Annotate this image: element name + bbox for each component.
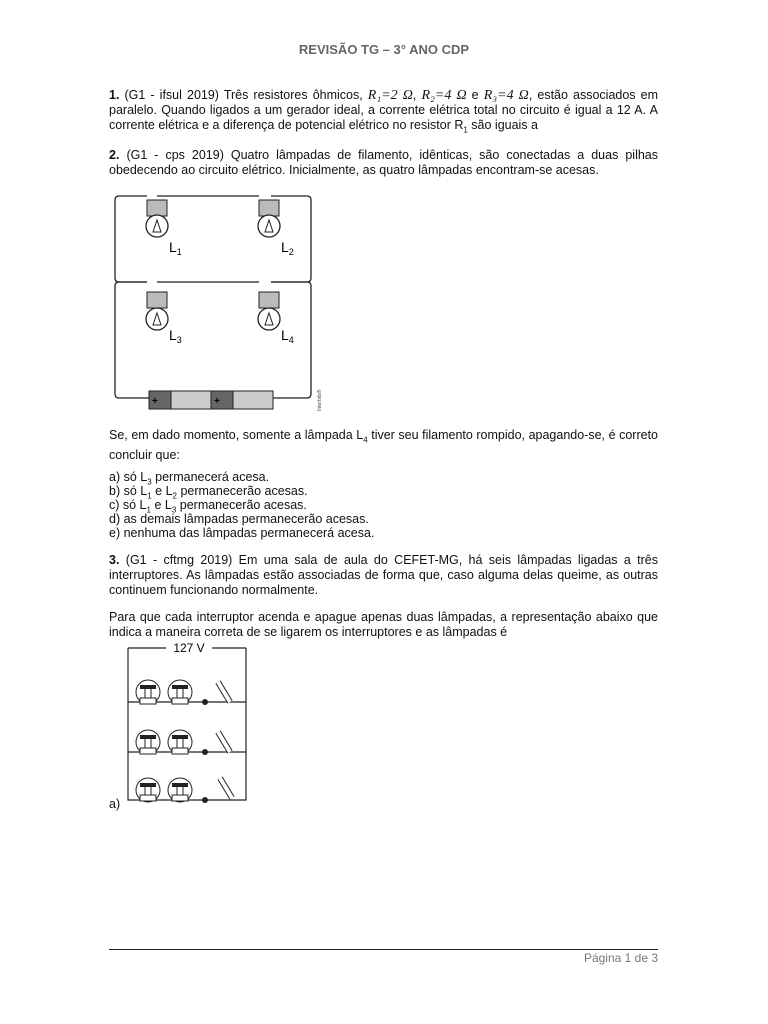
separator: , <box>412 88 422 102</box>
option-text: permanecerão acesas. <box>176 498 307 512</box>
question-2-prompt <box>109 428 658 463</box>
battery-plus-label: + <box>214 396 220 407</box>
figure-credit: Interbits® <box>317 389 323 411</box>
switch-terminal-icon <box>202 797 208 803</box>
resistor-r1: R₁=2 Ω <box>367 88 413 103</box>
question-text: (G1 - cftmg 2019) Em uma sala de aula do CEFET-MG, há seis lâmpadas ligadas a três interruptores. As lâmpadas estão associadas de forma que, caso alguma delas queime, as outras continuem funcionando normalmente. <box>109 553 658 597</box>
question-text: são iguais a <box>467 118 538 132</box>
question-2 <box>109 148 658 178</box>
lamp-l2-icon <box>258 200 280 237</box>
question-3 <box>109 553 658 598</box>
switch-lever-icon <box>220 778 232 798</box>
lamp-row-1 <box>136 680 230 705</box>
option-text: c) só L <box>109 498 147 512</box>
subscript: 3 <box>171 505 177 515</box>
question-text: , estão associados em paralelo. Quando ligados a um gerador ideal, a corrente elétrica total no circuito é igual a 12 A. A corrente elétrica e a diferença de potencial elétrico no resistor R <box>109 88 659 132</box>
lamp-label-sub: 4 <box>288 335 294 345</box>
question-number: 1. <box>109 88 120 102</box>
subscript: 1 <box>147 491 152 501</box>
option-text: a) só L <box>109 470 148 484</box>
switch-circuit-figure <box>126 640 252 808</box>
resistor-r2: R₂=4 Ω <box>421 88 467 103</box>
svg-text:L1 <box>169 239 182 257</box>
svg-text:L3 <box>169 327 182 345</box>
question-number: 2. <box>109 148 120 162</box>
subscript: 1 <box>146 505 151 515</box>
bulb-icon <box>168 778 192 802</box>
option-text: e L <box>151 484 173 498</box>
footer-divider <box>109 949 658 950</box>
svg-text:L4 <box>281 327 294 345</box>
option-text: permanecerão acesas. <box>176 484 308 498</box>
option-text: b) só L <box>109 484 148 498</box>
bulb-icon <box>136 680 160 704</box>
bulb-icon <box>136 778 160 802</box>
lamp-row-3 <box>136 778 232 803</box>
bulb-icon <box>168 730 192 754</box>
switch-terminal-icon <box>202 699 208 705</box>
lamp-l1-icon <box>146 200 168 237</box>
switch-terminal-icon <box>202 749 208 755</box>
voltage-label: 127 V <box>173 641 205 655</box>
lamp-l4-icon <box>258 292 280 330</box>
subscript: 3 <box>147 477 152 487</box>
resistor-r3: R₃=4 Ω <box>483 88 529 103</box>
battery-1-icon <box>149 391 211 409</box>
lamp-label-sub: 1 <box>176 247 182 257</box>
page-number: Página 1 de 3 <box>583 951 658 965</box>
option-text: permanecerá acesa. <box>151 470 270 484</box>
option-text: e L <box>150 498 172 512</box>
option-a-label: a) <box>109 797 121 811</box>
subscript: 4 <box>363 435 368 445</box>
battery-plus-label: + <box>152 396 158 407</box>
lamp-label-l3: L <box>169 327 177 343</box>
switch-lever-icon <box>218 682 230 702</box>
page-title: REVISÃO TG – 3° ANO CDP <box>298 42 470 57</box>
lamp-label-sub: 2 <box>288 247 294 257</box>
lamp-label-l1: L <box>169 239 177 255</box>
answer-option-e: e) nenhuma das lâmpadas permanecerá acesa. <box>109 526 375 540</box>
question-source: (G1 - ifsul 2019) Três resistores ôhmicos, <box>119 88 368 102</box>
lamp-row-2 <box>136 730 230 755</box>
question-3-prompt: Para que cada interruptor acenda e apague apenas duas lâmpadas, a representação abaixo que indica a maneira correta de se ligarem os interruptores e as lâmpadas é <box>109 610 658 639</box>
bulb-icon <box>136 730 160 754</box>
lamp-circuit-figure <box>109 188 324 413</box>
answer-option-d: d) as demais lâmpadas permanecerão acesas. <box>109 512 369 526</box>
lamp-label-l2: L <box>281 239 289 255</box>
question-text: (G1 - cps 2019) Quatro lâmpadas de filamento, idênticas, são conectadas a duas pilhas obedecendo ao circuito elétrico. Inicialmente, as quatro lâmpadas encontram-se acesas. <box>109 148 658 177</box>
lamp-l3-icon <box>146 292 168 330</box>
lamp-label-l4: L <box>281 327 289 343</box>
battery-2-icon <box>211 391 273 409</box>
question-text: tiver seu filamento rompido, apagando-se, é correto concluir que: <box>109 428 658 462</box>
lamp-label-sub: 3 <box>176 335 182 345</box>
switch-lever-icon <box>218 732 230 752</box>
question-number: 3. <box>109 553 120 567</box>
bulb-icon <box>168 680 192 704</box>
question-1 <box>109 88 658 138</box>
subscript: 2 <box>172 491 177 501</box>
separator: e <box>466 88 484 102</box>
subscript: 1 <box>463 125 468 135</box>
svg-text:L2 <box>281 239 294 257</box>
question-text: Se, em dado momento, somente a lâmpada L <box>109 428 364 442</box>
